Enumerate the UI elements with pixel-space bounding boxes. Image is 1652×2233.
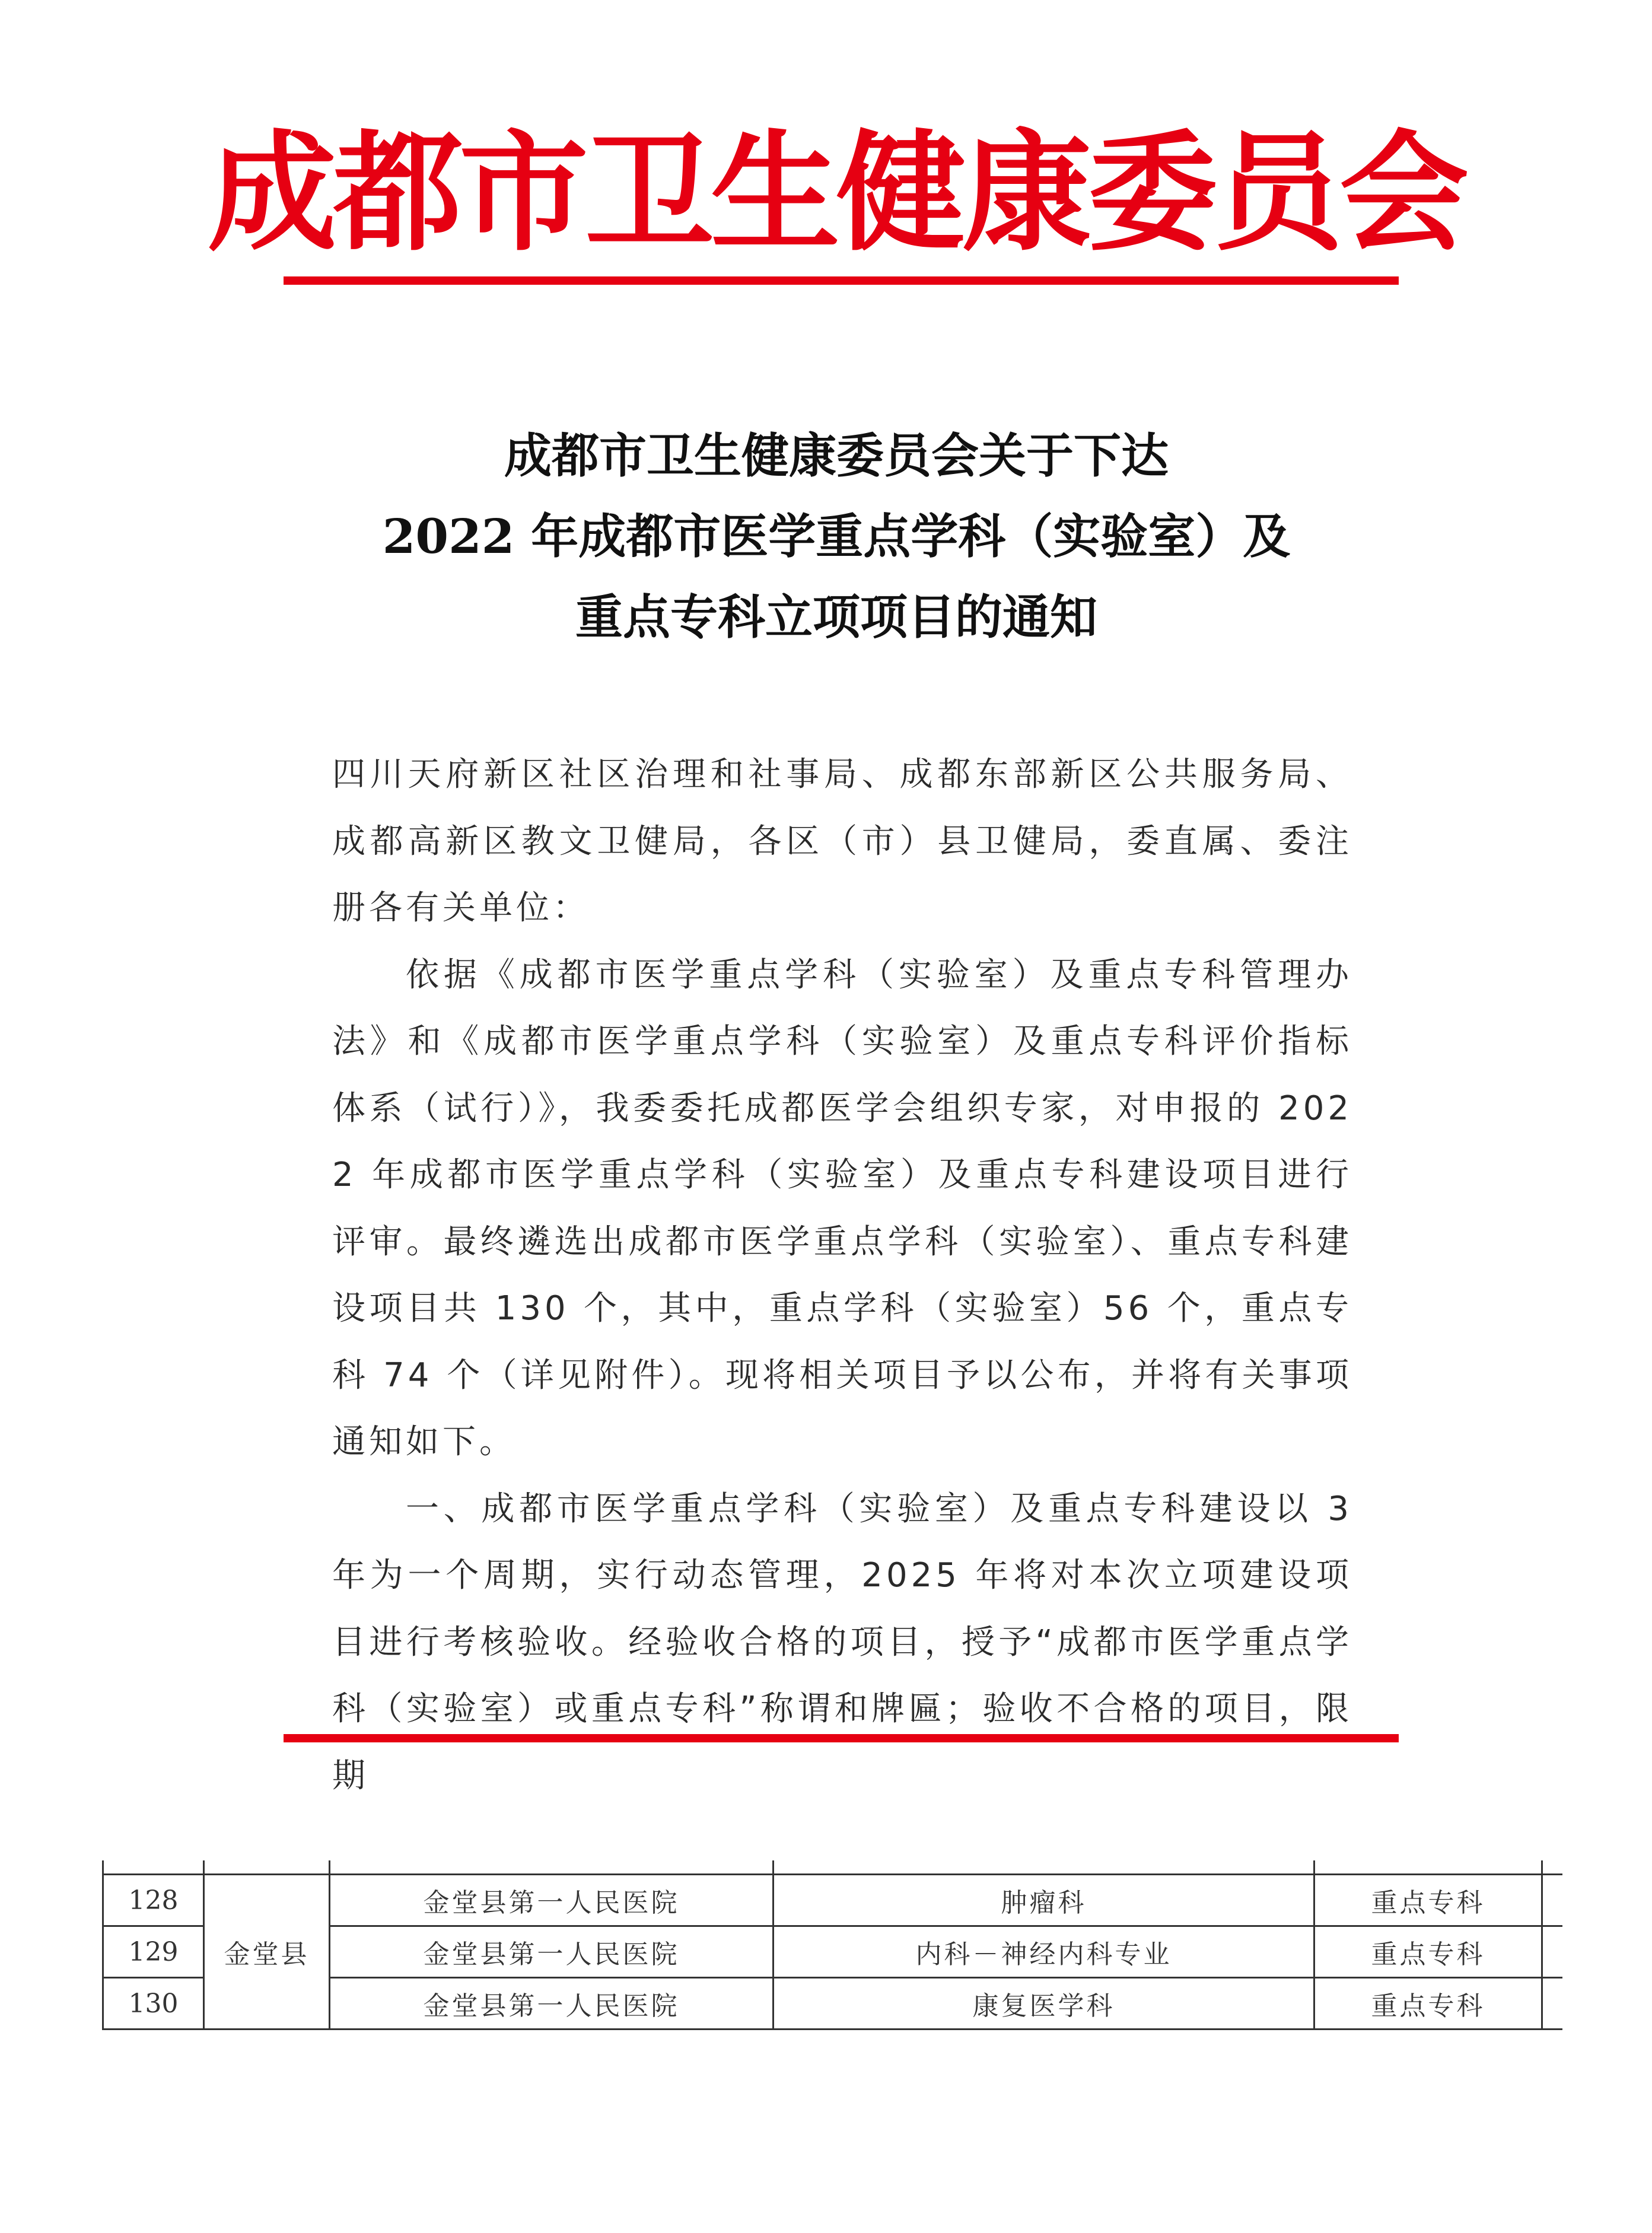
cut-off-cell [1542,1875,1562,1926]
letterhead [208,110,1465,276]
title-line-2: 2022 年成都市医学重点学科（实验室）及 [382,508,1291,564]
cut-off-cell [1542,1926,1562,1978]
table-stub [203,1860,205,1873]
table-stub [329,1860,330,1873]
basis-paragraph: 依据《成都市医学重点学科（实验室）及重点专科管理办法》和《成都市医学重点学科（实验室）及重点专科评价指标体系（试行）》，我委委托成都医学会组织专家，对申报的 2022 年成都市医学重点学科（实验室）及重点专科建设项目进行评审。最终遴选出成都市医学重点学科（实验室）、重点专科建设项目共 130 个，其中，重点学科（实验室）56 个，重点专科 74 个（详见附件）。现将相关项目予以公布，并将有关事项通知如下。 [332,955,1352,1461]
table-stub [1313,1860,1315,1873]
row-number: 130 [103,1978,204,2030]
title-line-1: 成都市卫生健康委员会关于下达 [504,428,1169,484]
category-cell: 重点专科 [1314,1978,1542,2030]
category-cell: 重点专科 [1314,1926,1542,1978]
attachment-table-fragment [102,1873,1561,2040]
cut-off-cell [1542,1978,1562,2030]
item-one-paragraph: 一、成都市医学重点学科（实验室）及重点专科建设以 3 年为一个周期，实行动态管理，2025 年将对本次立项建设项目进行考核验收。经验收合格的项目，授予“成都市医学重点学科（实验室）或重点专科”称谓和牌匾；验收不合格的项目，限期 [332,1489,1352,1795]
row-number: 129 [103,1926,204,1978]
row-number: 128 [103,1875,204,1926]
letterhead-org-name: 成都市卫生健康委员会 [208,117,1465,269]
table-stub [102,1860,104,1873]
hospital-cell: 金堂县第一人民医院 [330,1978,774,2030]
hospital-cell: 金堂县第一人民医院 [330,1926,774,1978]
category-cell: 重点专科 [1314,1875,1542,1926]
project-list-table [102,1873,1562,2030]
addressee-paragraph: 四川天府新区社区治理和社事局、成都东部新区公共服务局、成都高新区教文卫健局，各区（市）县卫健局，委直属、委注册各有关单位： [332,755,1352,927]
title-line-3: 重点专科立项项目的通知 [575,589,1097,645]
letterhead-red-rule [284,276,1399,285]
table-row [103,1875,1562,1926]
table-stub [1541,1860,1543,1873]
hospital-cell: 金堂县第一人民医院 [330,1875,774,1926]
page-bottom-red-rule [284,1734,1399,1742]
table-top-stubs [102,1860,1561,1873]
table-stub [772,1860,774,1873]
county-cell: 金堂县 [204,1875,330,2030]
department-cell: 内科－神经内科专业 [774,1926,1314,1978]
document-body [332,742,1352,1809]
department-cell: 康复医学科 [774,1978,1314,2030]
department-cell: 肿瘤科 [774,1875,1314,1926]
document-title [279,415,1394,657]
